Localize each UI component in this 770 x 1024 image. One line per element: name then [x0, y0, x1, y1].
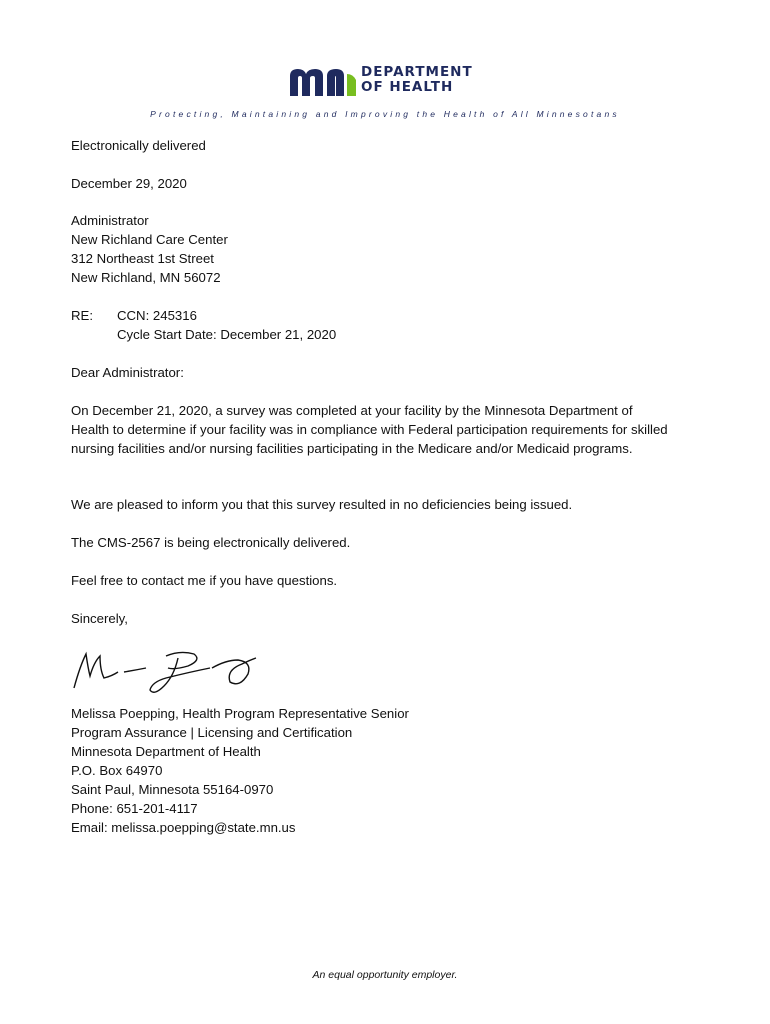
- body-paragraph: On December 21, 2020, a survey was completed at your facility by the Minnesota Department of Health to determine if your facility was in compliance with Federal participation requirements for skilled nursing facilities and/or nursing facilities participating in the Medicare and/or Medicaid programs.: [71, 403, 668, 456]
- signer-division: Program Assurance | Licensing and Certification: [71, 725, 353, 740]
- re-label: RE:: [71, 308, 93, 323]
- recipient-line: 312 Northeast 1st Street: [71, 251, 214, 266]
- salutation: Dear Administrator:: [71, 365, 184, 380]
- delivery-method: Electronically delivered: [71, 138, 206, 153]
- re-cycle-start: Cycle Start Date: December 21, 2020: [117, 327, 337, 342]
- body-paragraph: The CMS-2567 is being electronically delivered.: [71, 535, 351, 550]
- logo-line-1: DEPARTMENT: [361, 64, 473, 80]
- mdh-logo: [289, 66, 484, 98]
- recipient-line: New Richland, MN 56072: [71, 270, 221, 285]
- closing: Sincerely,: [71, 611, 128, 626]
- mn-logo-icon: [289, 66, 359, 98]
- body-paragraph: Feel free to contact me if you have questions.: [71, 573, 338, 588]
- recipient-line: Administrator: [71, 213, 149, 228]
- letter-date: December 29, 2020: [71, 176, 187, 191]
- signer-po-box: P.O. Box 64970: [71, 763, 163, 778]
- logo-wordmark: [361, 65, 473, 95]
- recipient-line: New Richland Care Center: [71, 232, 228, 247]
- body-paragraph: We are pleased to inform you that this survey resulted in no deficiencies being issued.: [71, 497, 573, 512]
- re-ccn: CCN: 245316: [117, 308, 197, 323]
- tagline: Protecting, Maintaining and Improving the Health of All Minnesotans: [150, 109, 620, 119]
- signer-phone: Phone: 651-201-4117: [71, 801, 198, 816]
- logo-line-2: OF HEALTH: [361, 79, 454, 95]
- footer-note: An equal opportunity employer.: [312, 969, 458, 981]
- signer-city: Saint Paul, Minnesota 55164-0970: [71, 782, 274, 797]
- signer-email[interactable]: Email: melissa.poepping@state.mn.us: [71, 820, 296, 835]
- handwritten-signature: [70, 646, 260, 703]
- signer-department: Minnesota Department of Health: [71, 744, 261, 759]
- signer-name-title: Melissa Poepping, Health Program Representative Senior: [71, 706, 409, 721]
